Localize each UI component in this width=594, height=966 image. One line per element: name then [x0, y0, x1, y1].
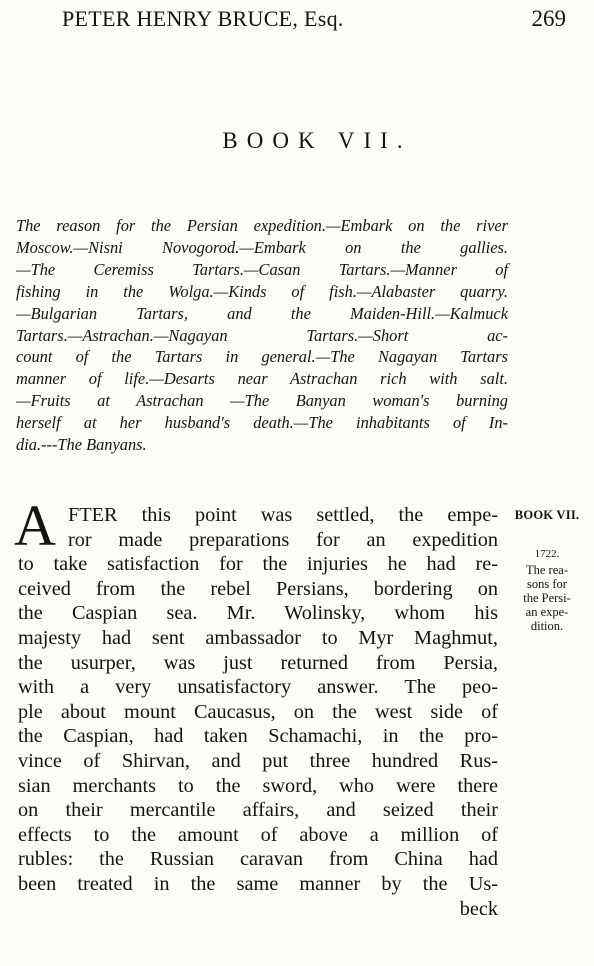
- sidenote-line: an expe-: [525, 605, 569, 619]
- body-line: ror made preparations for an expedition: [68, 528, 498, 551]
- body-line: on their mercantile affairs, and seized their: [18, 799, 498, 822]
- margin-note-book: BOOK VII.: [514, 508, 580, 522]
- summary-line: The reason for the Persian expedition.—Embark on the river: [16, 216, 508, 235]
- summary-line: —Fruits at Astrachan —The Banyan woman's burning: [16, 391, 508, 411]
- summary-line: dia.---The Banyans.: [16, 435, 147, 455]
- margin-note-sidenote: [504, 563, 590, 633]
- summary-line: —Bulgarian Tartars, and the Maiden-Hill.—Kalmuck: [16, 303, 508, 323]
- page-number: 269: [531, 6, 566, 31]
- body-line: ple about mount Caucasus, on the west side of: [18, 700, 498, 723]
- margin-note-year: 1722.: [534, 548, 560, 560]
- body-line: effects to the amount of above a million of: [18, 823, 498, 846]
- summary-line: manner of life.—Desarts near Astrachan rich with salt.: [16, 369, 508, 389]
- sidenote-line: The rea-: [526, 563, 568, 577]
- sidenote-line: the Persi-: [523, 591, 571, 605]
- drop-cap: A: [14, 493, 56, 558]
- summary-line: fishing in the Wolga.—Kinds of fish.—Alabaster quarry.: [16, 281, 508, 301]
- book-heading: BOOK VII.: [222, 128, 412, 153]
- summary-line: —The Ceremiss Tartars.—Casan Tartars.—Manner of: [16, 259, 508, 279]
- body-line: ceived from the rebel Persians, bordering on: [18, 577, 498, 600]
- summary-line: herself at her husband's death.—The inhabitants of In-: [16, 413, 508, 433]
- body-line: vince of Shirvan, and put three hundred Rus-: [18, 749, 498, 772]
- body-line: the Caspian, had taken Schamachi, in the pro-: [18, 725, 498, 748]
- sidenote-line: sons for: [527, 577, 567, 591]
- body-line: to take satisfaction for the injuries he had re-: [18, 553, 498, 576]
- body-line: sian merchants to the sword, who were there: [18, 774, 498, 797]
- body-paragraph: [18, 503, 498, 921]
- body-line: rubles: the Russian caravan from China had: [18, 848, 498, 871]
- body-line: the Caspian sea. Mr. Wolinsky, whom his: [18, 602, 498, 625]
- running-head: [0, 6, 594, 36]
- summary-line: Moscow.—Nisni Novogorod.—Embark on the gallies.: [16, 237, 508, 257]
- summary-line: Tartars.—Astrachan.—Nagayan Tartars.—Short ac-: [16, 325, 508, 345]
- catchword: beck: [459, 897, 498, 920]
- body-line: majesty had sent ambassador to Myr Maghmut,: [18, 626, 498, 649]
- body-line: with a very unsatisfactory answer. The peo-: [18, 676, 498, 699]
- body-line: the usurper, was just returned from Persia,: [18, 651, 498, 674]
- summary-line: count of the Tartars in general.—The Nagayan Tartars: [16, 347, 508, 367]
- body-line: been treated in the same manner by the Us-: [18, 872, 498, 895]
- sidenote-line: dition.: [530, 619, 564, 633]
- body-line: FTER this point was settled, the empe-: [68, 504, 498, 526]
- chapter-summary: [16, 215, 508, 456]
- running-head-title: PETER HENRY BRUCE, Esq.: [62, 6, 344, 31]
